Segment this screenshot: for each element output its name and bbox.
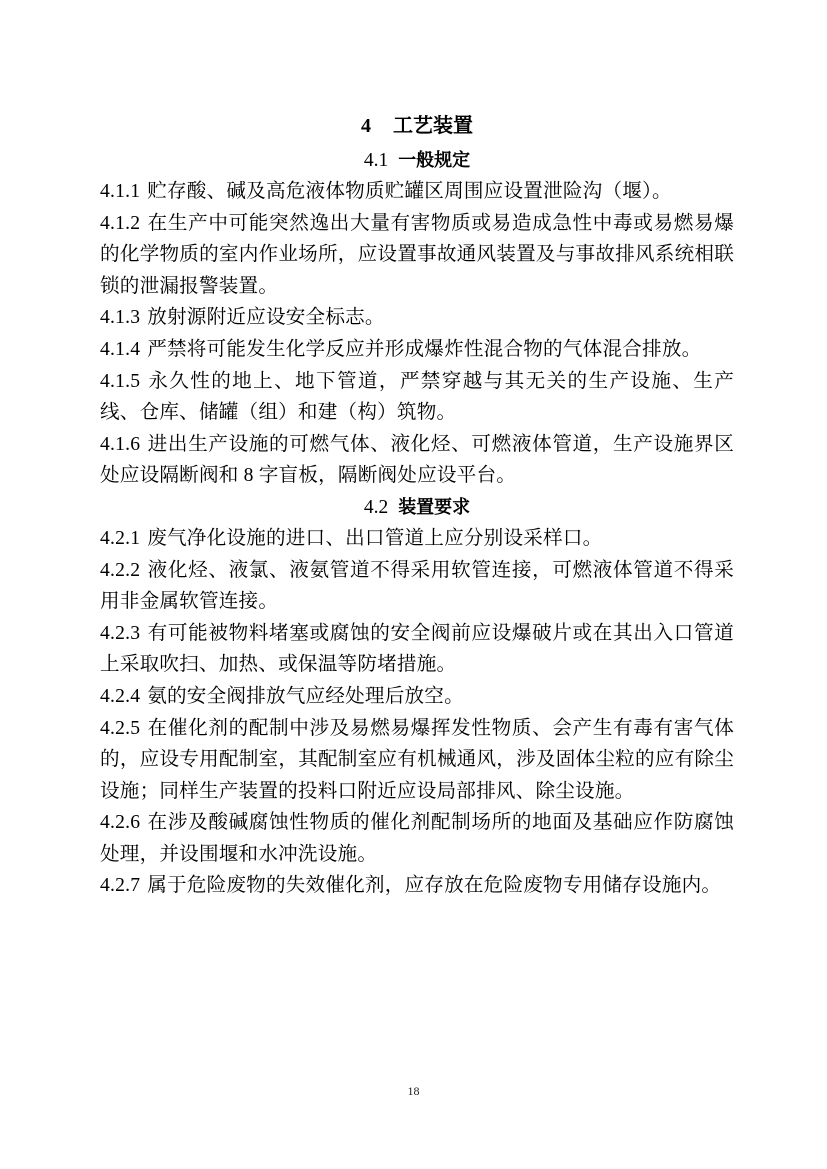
section-heading bbox=[100, 492, 734, 523]
clause-text: 属于危险废物的失效催化剂，应存放在危险废物专用储存设施内。 bbox=[147, 875, 722, 897]
chapter-heading bbox=[100, 107, 734, 143]
clause bbox=[100, 618, 734, 681]
clause-number: 4.2.1 bbox=[100, 527, 141, 549]
clause-text: 氨的安全阀排放气应经处理后放空。 bbox=[147, 685, 464, 707]
clause-number: 4.2.3 bbox=[100, 622, 141, 644]
clause-number: 4.1.5 bbox=[100, 370, 141, 392]
clause-number: 4.1.6 bbox=[100, 433, 141, 455]
clause-text: 液化烃、液氯、液氨管道不得采用软管连接，可燃液体管道不得采用非金属软管连接。 bbox=[100, 559, 734, 613]
section-heading bbox=[100, 145, 734, 176]
clause-number: 4.1.1 bbox=[100, 181, 141, 202]
clause-text: 进出生产设施的可燃气体、液化烃、可燃液体管道，生产设施界区处应设隔断阀和 8 字盲板，隔断阀处应设平台。 bbox=[100, 433, 734, 487]
clause bbox=[100, 334, 734, 366]
section-number: 4.2 bbox=[363, 496, 389, 518]
clause-text: 永久性的地上、地下管道，严禁穿越与其无关的生产设施、生产线、仓库、储罐（组）和建（构）筑物。 bbox=[100, 370, 734, 424]
clause-number: 4.1.2 bbox=[100, 212, 141, 234]
clause-text: 废气净化设施的进口、出口管道上应分别设采样口。 bbox=[147, 527, 603, 549]
clause-number: 4.2.2 bbox=[100, 559, 141, 581]
clause bbox=[100, 302, 734, 334]
section-number: 4.1 bbox=[363, 150, 389, 171]
clause-number: 4.1.4 bbox=[100, 338, 141, 360]
clause-number: 4.2.6 bbox=[100, 812, 141, 834]
clause bbox=[100, 807, 734, 870]
clause bbox=[100, 713, 734, 808]
clause bbox=[100, 429, 734, 492]
clause bbox=[100, 176, 734, 208]
clause bbox=[100, 870, 734, 902]
clause-text: 在涉及酸碱腐蚀性物质的催化剂配制场所的地面及基础应作防腐蚀处理，并设围堰和水冲洗设施。 bbox=[100, 812, 734, 865]
document-page bbox=[100, 107, 734, 902]
clause bbox=[100, 366, 734, 429]
clause-text: 放射源附近应设安全标志。 bbox=[147, 307, 385, 329]
clause-number: 4.2.5 bbox=[100, 717, 141, 739]
clause-text: 有可能被物料堵塞或腐蚀的安全阀前应设爆破片或在其出入口管道上采取吹扫、加热、或保温等防堵措施。 bbox=[100, 622, 734, 676]
chapter-title: 工艺装置 bbox=[393, 113, 473, 137]
section-title: 装置要求 bbox=[398, 496, 471, 518]
clause-text: 在催化剂的配制中涉及易燃易爆挥发性物质、会产生有毒有害气体的，应设专用配制室，其配制室应有机械通风，涉及固体尘粒的应有除尘设施；同样生产装置的投料口附近应设局部排风、除尘设施。 bbox=[100, 717, 734, 802]
clause-text: 在生产中可能突然逸出大量有害物质或易造成急性中毒或易燃易爆的化学物质的室内作业场所，应设置事故通风装置及与事故排风系统相联锁的泄漏报警装置。 bbox=[100, 212, 734, 297]
clause bbox=[100, 208, 734, 303]
clause bbox=[100, 555, 734, 618]
chapter-number: 4 bbox=[361, 115, 371, 137]
section-title: 一般规定 bbox=[398, 150, 471, 171]
clause bbox=[100, 523, 734, 555]
page-number: 18 bbox=[407, 1084, 420, 1098]
clause-text: 贮存酸、碱及高危液体物质贮罐区周围应设置泄险沟（堰）。 bbox=[147, 181, 672, 202]
clause-number: 4.2.4 bbox=[100, 685, 141, 707]
clause-number: 4.2.7 bbox=[100, 875, 141, 897]
clause bbox=[100, 681, 734, 713]
clause-number: 4.1.3 bbox=[100, 307, 141, 329]
clause-text: 严禁将可能发生化学反应并形成爆炸性混合物的气体混合排放。 bbox=[147, 338, 702, 360]
